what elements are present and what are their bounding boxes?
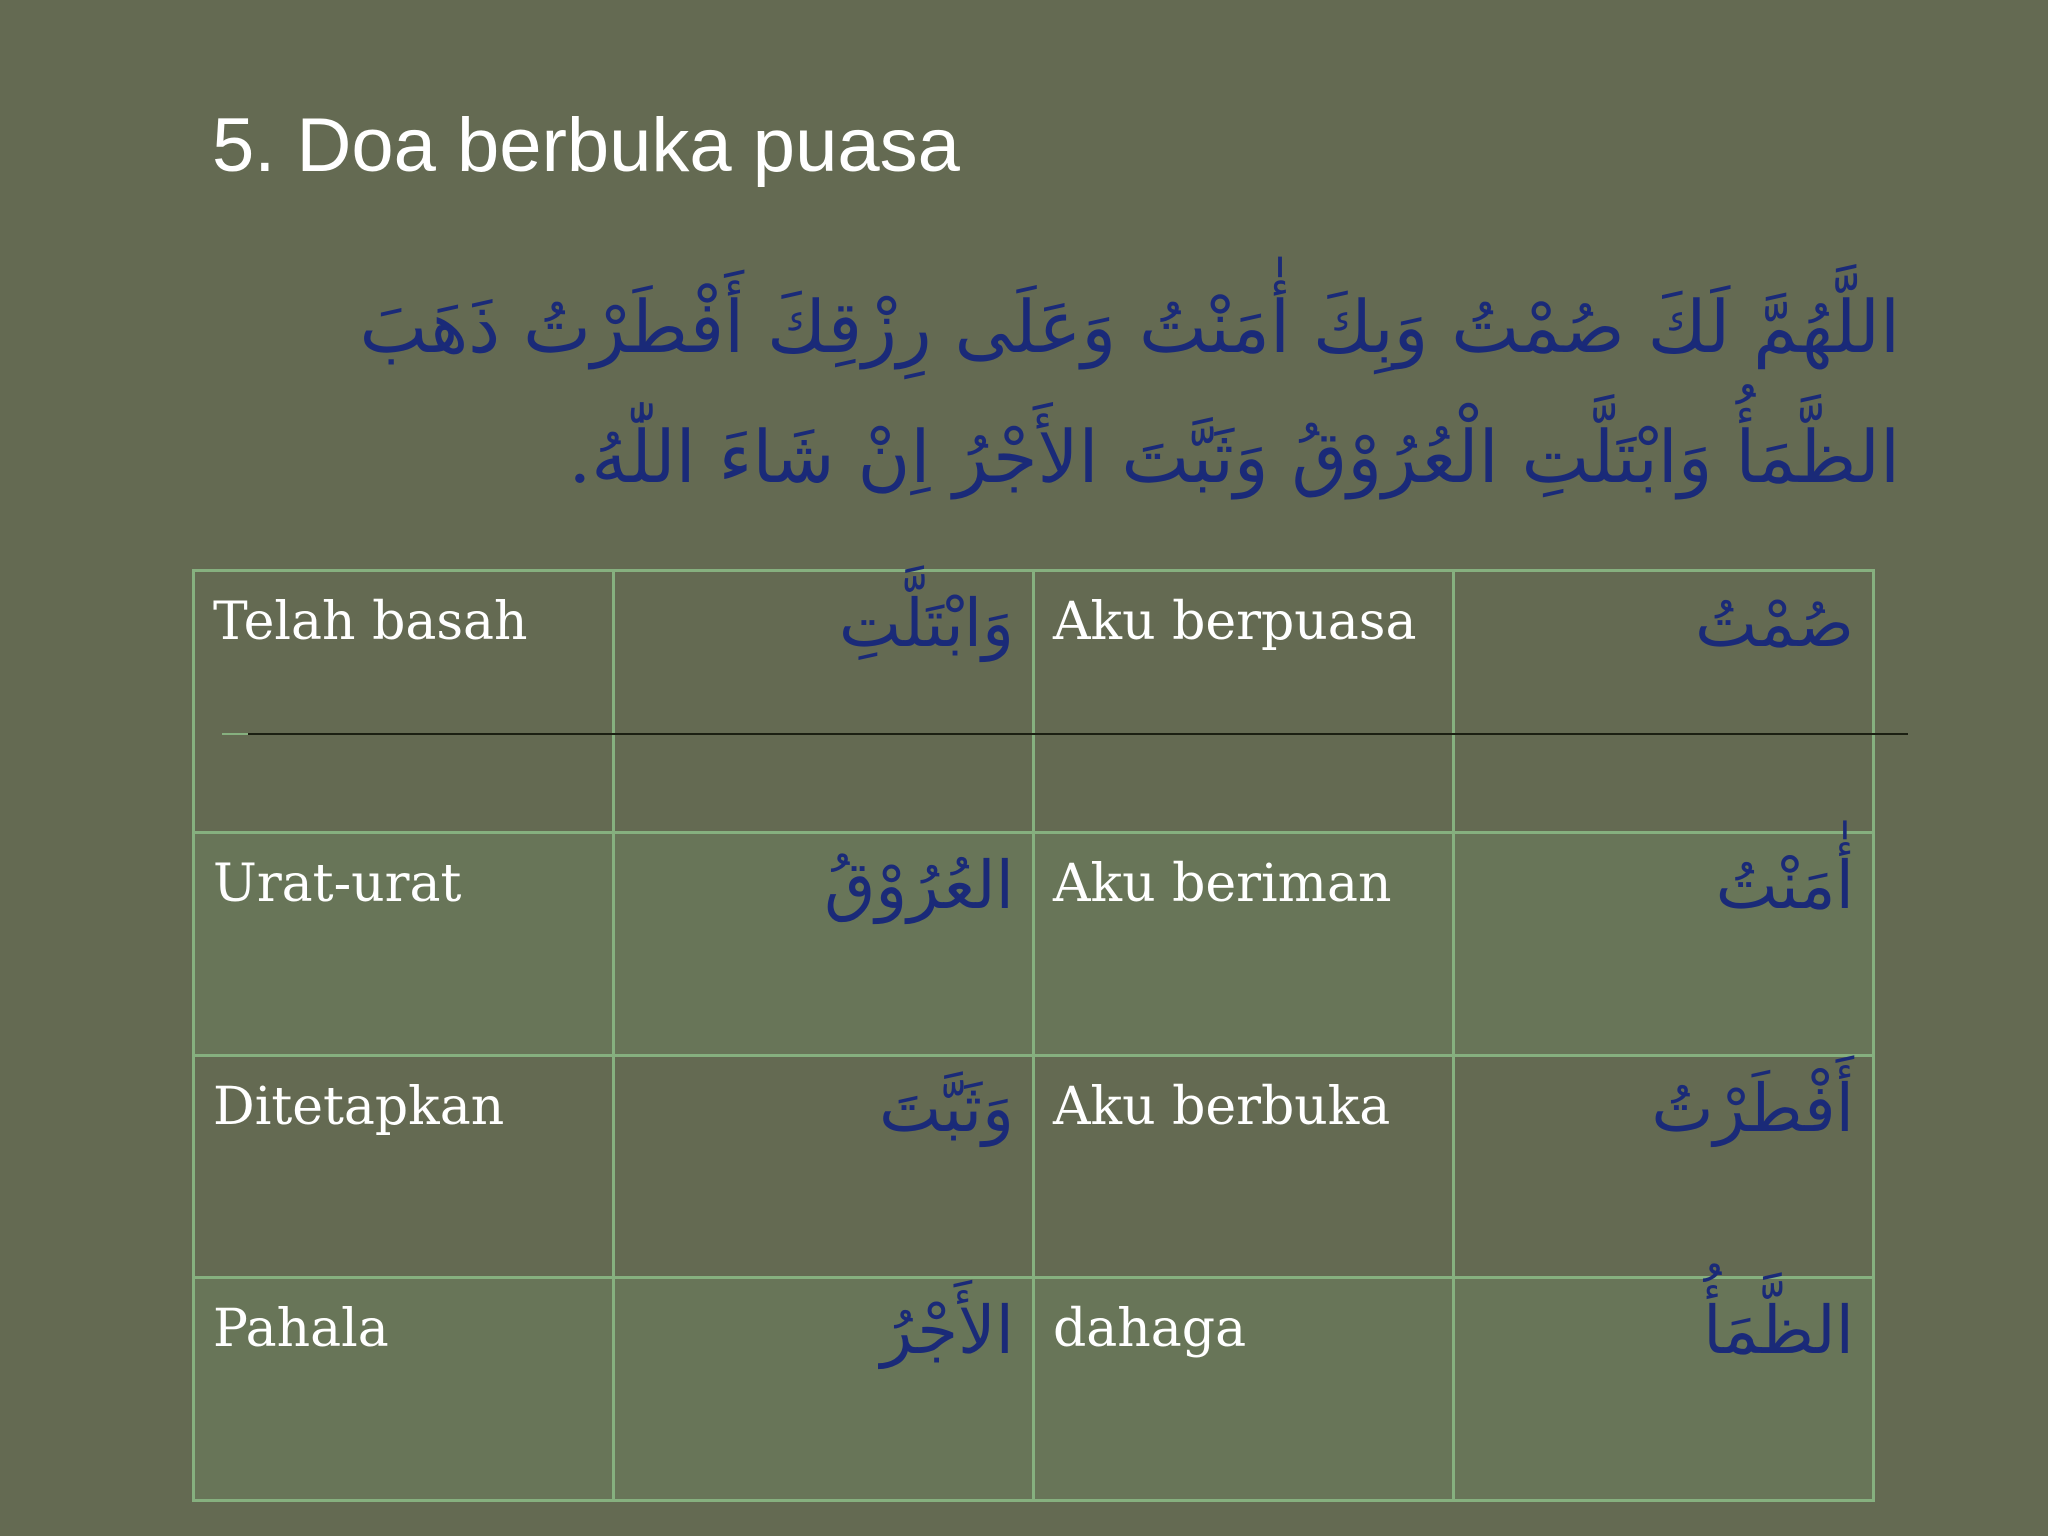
meaning-cell: Ditetapkan bbox=[194, 1056, 614, 1278]
table-row bbox=[194, 1278, 1874, 1501]
table-row bbox=[194, 571, 1874, 833]
meaning-cell: Pahala bbox=[194, 1278, 614, 1501]
arabic-word-cell: أٰمَنْتُ bbox=[1454, 833, 1874, 1056]
arabic-word-cell: الأَجْرُ bbox=[614, 1278, 1034, 1501]
doa-line-1: اللَّهُمَّ لَكَ صُمْتُ وَبِكَ أٰمَنْتُ وَعَلَى رِزْقِكَ أَفْطَرْتُ ذَهَبَ bbox=[359, 285, 1900, 369]
arabic-word-cell: العُرُوْقُ bbox=[614, 833, 1034, 1056]
horizontal-divider-line bbox=[248, 733, 1908, 735]
arabic-word-cell: الظَّمَأُ bbox=[1454, 1278, 1874, 1501]
slide-title: 5. Doa berbuka puasa bbox=[212, 103, 960, 188]
meaning-cell: Aku berbuka bbox=[1034, 1056, 1454, 1278]
meaning-cell: Urat-urat bbox=[194, 833, 614, 1056]
doa-line-2: الظَّمَأُ وَابْتَلَّتِ الْعُرُوْقُ وَثَبَّتَ الأَجْرُ اِنْ شَاءَ اللّٰهُ. bbox=[568, 415, 1900, 499]
meaning-cell: dahaga bbox=[1034, 1278, 1454, 1501]
vocabulary-table bbox=[192, 569, 1875, 1502]
arabic-word-cell: أَفْطَرْتُ bbox=[1454, 1056, 1874, 1278]
table-row bbox=[194, 833, 1874, 1056]
arabic-word-cell: وَابْتَلَّتِ bbox=[614, 571, 1034, 833]
meaning-cell: Telah basah bbox=[194, 571, 614, 833]
divider-accent bbox=[222, 733, 248, 735]
doa-arabic-text bbox=[220, 262, 1900, 522]
meaning-cell: Aku beriman bbox=[1034, 833, 1454, 1056]
table-row bbox=[194, 1056, 1874, 1278]
arabic-word-cell: صُمْتُ bbox=[1454, 571, 1874, 833]
meaning-cell: Aku berpuasa bbox=[1034, 571, 1454, 833]
arabic-word-cell: وَثَبَّتَ bbox=[614, 1056, 1034, 1278]
